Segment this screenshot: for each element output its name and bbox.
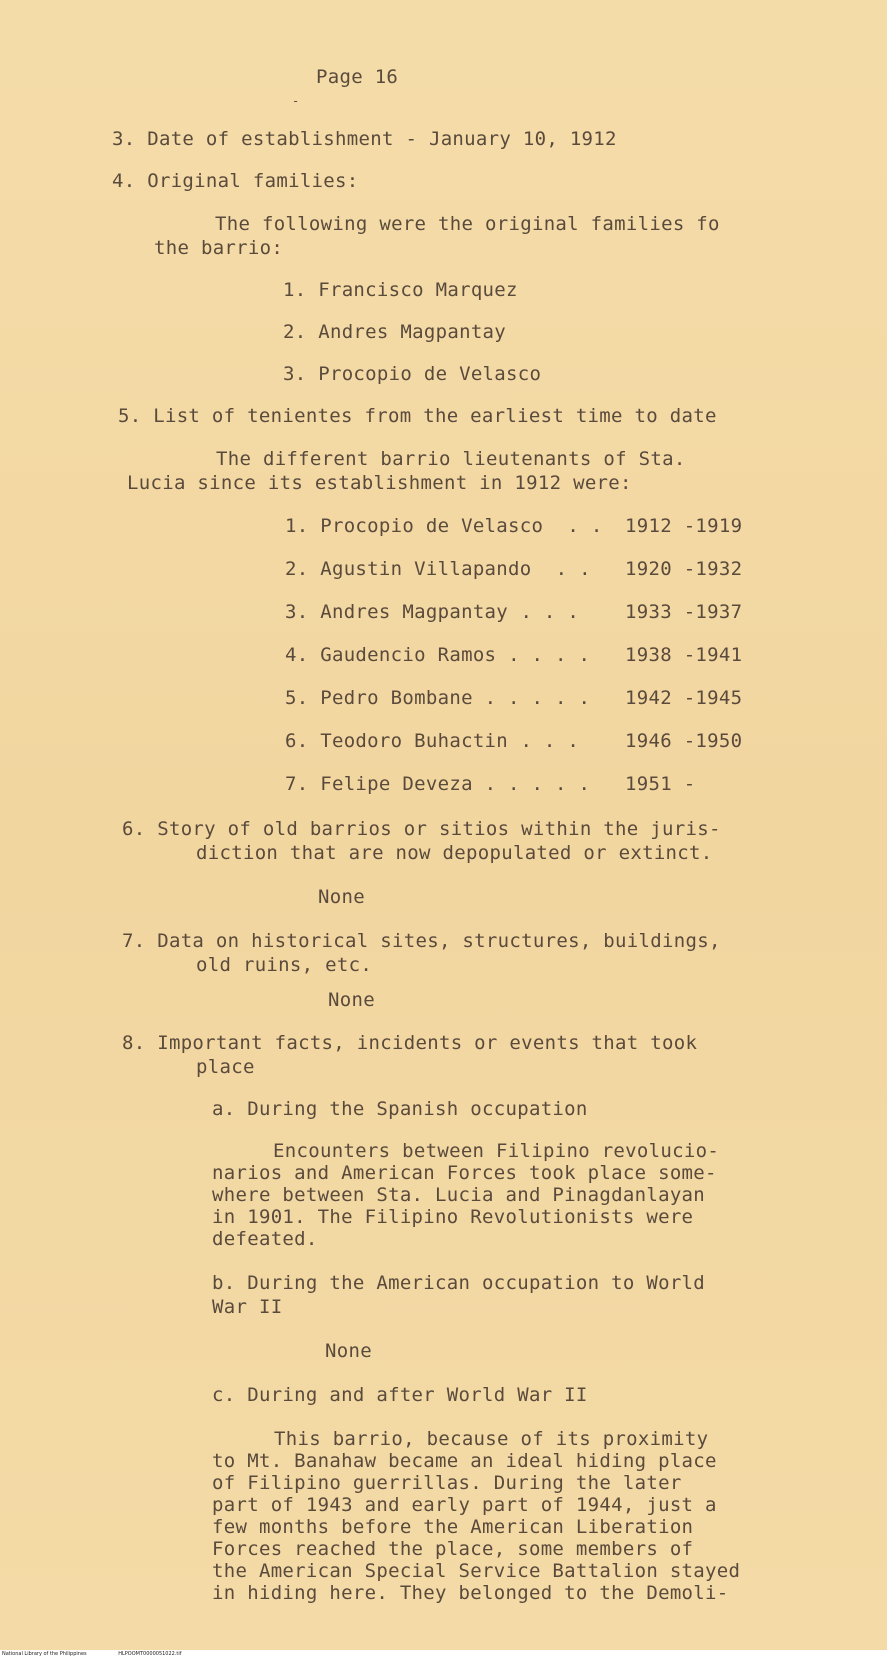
teniente-row <box>285 773 591 795</box>
teniente-years: 1946 -1950 <box>625 730 743 752</box>
teniente-years: 1938 -1941 <box>625 644 743 666</box>
section-3-date: 3. Date of establishment - January 10, 1912 <box>112 128 617 150</box>
section-4-heading: 4. Original families: <box>112 170 359 192</box>
teniente-name: 4. Gaudencio Ramos <box>285 644 497 666</box>
section-7-answer: None <box>328 989 375 1011</box>
teniente-name: 3. Andres Magpantay <box>285 601 509 623</box>
family-item: 1. Francisco Marquez <box>283 279 518 301</box>
section-5-intro-line1: The different barrio lieutenants of Sta. <box>216 448 686 470</box>
teniente-years: 1942 -1945 <box>625 687 743 709</box>
section-8c-text-line: Forces reached the place, some members of <box>212 1538 694 1560</box>
section-8b-answer: None <box>325 1340 372 1362</box>
teniente-row <box>285 558 603 580</box>
section-8c-text-line: few months before the American Liberation <box>212 1516 694 1538</box>
section-8a-text-line: narios and American Forces took place some- <box>212 1162 717 1184</box>
section-8c-text-line: to Mt. Banahaw became an ideal hiding place <box>212 1450 717 1472</box>
section-6-line2: diction that are now depopulated or extinct. <box>196 842 713 864</box>
leader-dots: . . . <box>520 730 580 752</box>
section-8a-heading: a. During the Spanish occupation <box>212 1098 588 1120</box>
section-8a-text-line: in 1901. The Filipino Revolutionists were <box>212 1206 694 1228</box>
dash-mark: - <box>292 94 300 108</box>
teniente-row <box>285 644 591 666</box>
leader-dots: . . <box>567 515 603 537</box>
leader-dots: . . . <box>520 601 580 623</box>
teniente-years: 1933 -1937 <box>625 601 743 623</box>
page-label: Page 16 <box>316 66 399 88</box>
section-7-line1: 7. Data on historical sites, structures, buildings, <box>122 930 721 952</box>
section-8b-heading-line2: War II <box>212 1296 283 1318</box>
leader-dots: . . . . . <box>484 687 591 709</box>
section-8c-text-line: the American Special Service Battalion stayed <box>212 1560 741 1582</box>
section-8-line2: place <box>196 1056 255 1078</box>
section-8c-text-line: in hiding here. They belonged to the Demoli- <box>212 1582 729 1604</box>
section-4-intro-line1: The following were the original families fo <box>215 213 720 235</box>
teniente-name: 7. Felipe Deveza <box>285 773 473 795</box>
family-item: 3. Procopio de Velasco <box>283 363 542 385</box>
leader-dots: . . . . <box>508 644 591 666</box>
leader-dots: . . <box>555 558 591 580</box>
teniente-years: 1912 -1919 <box>625 515 743 537</box>
teniente-name: 6. Teodoro Buhactin <box>285 730 509 752</box>
family-item: 2. Andres Magpantay <box>283 321 507 343</box>
teniente-row <box>285 687 591 709</box>
teniente-name: 5. Pedro Bombane <box>285 687 473 709</box>
section-8c-text-line: This barrio, because of its proximity <box>274 1428 709 1450</box>
section-5-intro-line2: Lucia since its establishment in 1912 were: <box>127 472 632 494</box>
teniente-row <box>285 515 615 537</box>
section-5-heading: 5. List of tenientes from the earliest time to date <box>118 405 717 427</box>
teniente-years: 1951 - <box>625 773 696 795</box>
section-8a-text-line: Encounters between Filipino revolucio- <box>273 1140 720 1162</box>
section-8-line1: 8. Important facts, incidents or events that took <box>122 1032 698 1054</box>
teniente-years: 1920 -1932 <box>625 558 743 580</box>
section-7-line2: old ruins, etc. <box>196 954 373 976</box>
teniente-row <box>285 601 580 623</box>
section-8a-text-line: defeated. <box>212 1228 318 1250</box>
footer-file: HLPOOMT0000051022.tif <box>118 1651 182 1657</box>
section-8b-heading-line1: b. During the American occupation to World <box>212 1272 706 1294</box>
section-6-answer: None <box>318 886 365 908</box>
leader-dots: . . . . . <box>484 773 591 795</box>
section-8c-text-line: of Filipino guerrillas. During the later <box>212 1472 682 1494</box>
section-6-line1: 6. Story of old barrios or sitios within the juris- <box>122 818 721 840</box>
teniente-row <box>285 730 580 752</box>
teniente-name: 2. Agustin Villapando <box>285 558 532 580</box>
section-8a-text-line: where between Sta. Lucia and Pinagdanlayan <box>212 1184 706 1206</box>
scan-footer <box>0 1650 887 1658</box>
section-8c-heading: c. During and after World War II <box>212 1384 588 1406</box>
section-8c-text-line: part of 1943 and early part of 1944, just a <box>212 1494 717 1516</box>
section-4-intro-line2: the barrio: <box>154 237 284 259</box>
footer-library: National Library of the Philippines <box>2 1651 87 1657</box>
teniente-name: 1. Procopio de Velasco <box>285 515 544 537</box>
